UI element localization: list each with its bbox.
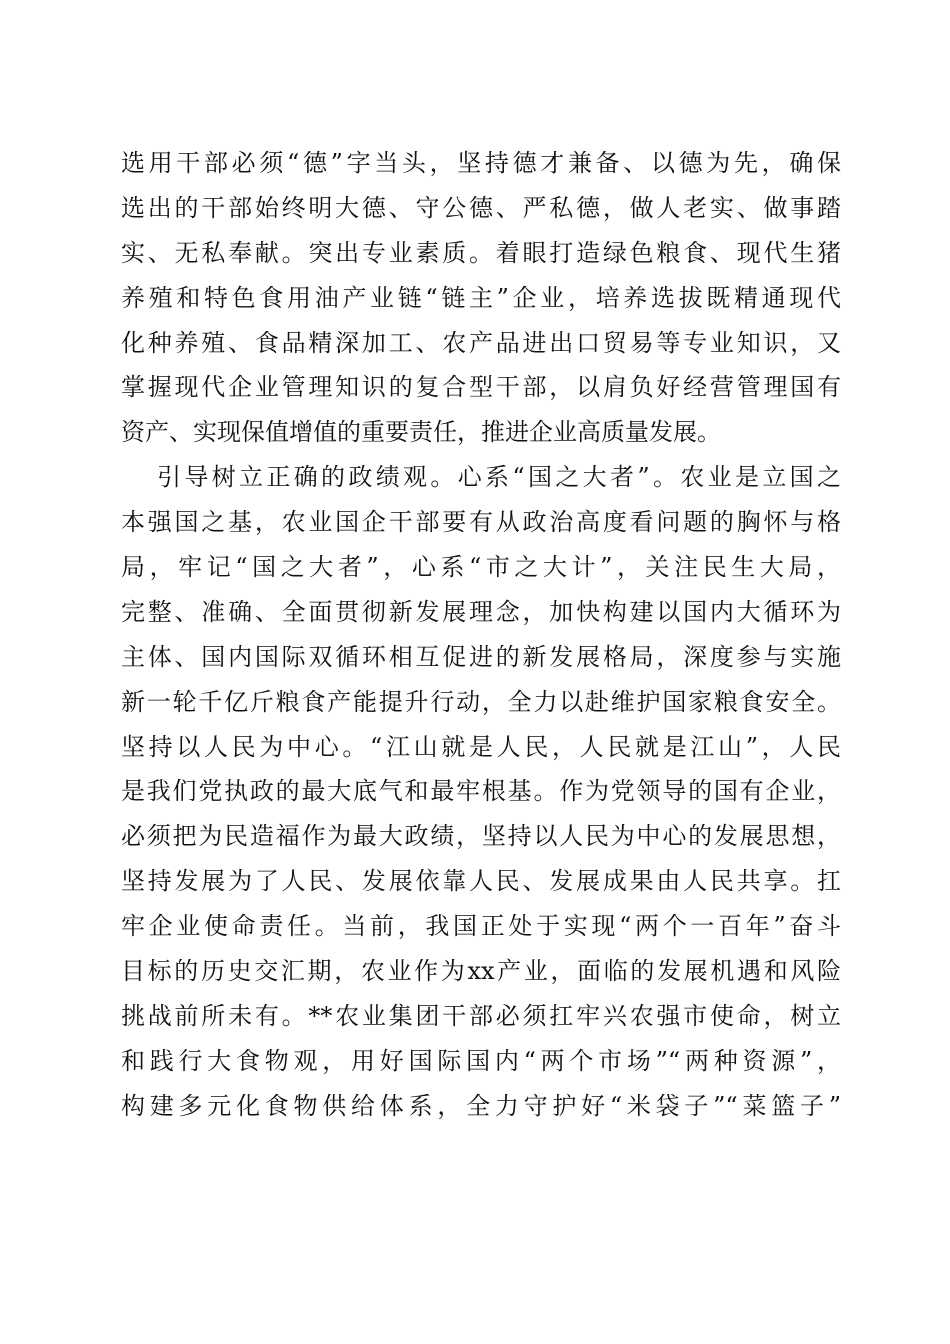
text-line-21: 和践行大食物观，用好国际国内“两个市场”“两种资源”，: [121, 1046, 841, 1075]
document-body: [121, 141, 841, 1129]
text-line-5: 化种养殖、食品精深加工、农产品进出口贸易等专业知识，又: [121, 328, 841, 357]
text-line-1: 选用干部必须“德”字当头，坚持德才兼备、以德为先，确保: [121, 149, 841, 177]
text-line-15: 是我们党执政的最大底气和最牢根基。作为党领导的国有企业，: [121, 777, 841, 806]
text-line-12: 主体、国内国际双循环相互促进的新发展格局，深度参与实施: [121, 642, 841, 671]
text-line-2: 选出的干部始终明大德、守公德、严私德，做人老实、做事踏: [121, 193, 841, 222]
text-line-13: 新一轮千亿斤粮食产能提升行动，全力以赴维护国家粮食安全。: [121, 687, 841, 716]
text-line-14: 坚持以人民为中心。“江山就是人民，人民就是江山”，人民: [121, 732, 841, 761]
text-line-20: 挑战前所未有。**农业集团干部必须扛牢兴农强市使命，树立: [121, 1001, 841, 1030]
text-line-11: 完整、准确、全面贯彻新发展理念，加快构建以国内大循环为: [121, 597, 841, 626]
text-line-4: 养殖和特色食用油产业链“链主”企业，培养选拔既精通现代: [121, 283, 841, 312]
text-line-6: 掌握现代企业管理知识的复合型干部，以肩负好经营管理国有: [121, 373, 841, 402]
text-line-22: 构建多元化食物供给体系，全力守护好“米袋子”“菜篮子”: [121, 1091, 841, 1120]
text-line-10: 局，牢记“国之大者”，心系“市之大计”，关注民生大局，: [121, 553, 841, 582]
text-line-18: 牢企业使命责任。当前，我国正处于实现“两个一百年”奋斗: [121, 912, 841, 941]
text-line-19: 目标的历史交汇期，农业作为xx产业，面临的发展机遇和风险: [121, 957, 841, 986]
text-line-16: 必须把为民造福作为最大政绩，坚持以人民为中心的发展思想，: [121, 822, 841, 851]
text-line-3: 实、无私奉献。突出专业素质。着眼打造绿色粮食、现代生猪: [121, 238, 841, 267]
text-line-17: 坚持发展为了人民、发展依靠人民、发展成果由人民共享。扛: [121, 867, 841, 896]
text-line-7: 资产、实现保值增值的重要责任，推进企业高质量发展。: [121, 418, 721, 447]
text-line-8: 引导树立正确的政绩观。心系“国之大者”。农业是立国之: [157, 463, 841, 492]
text-line-9: 本强国之基，农业国企干部要有从政治高度看问题的胸怀与格: [121, 508, 841, 537]
